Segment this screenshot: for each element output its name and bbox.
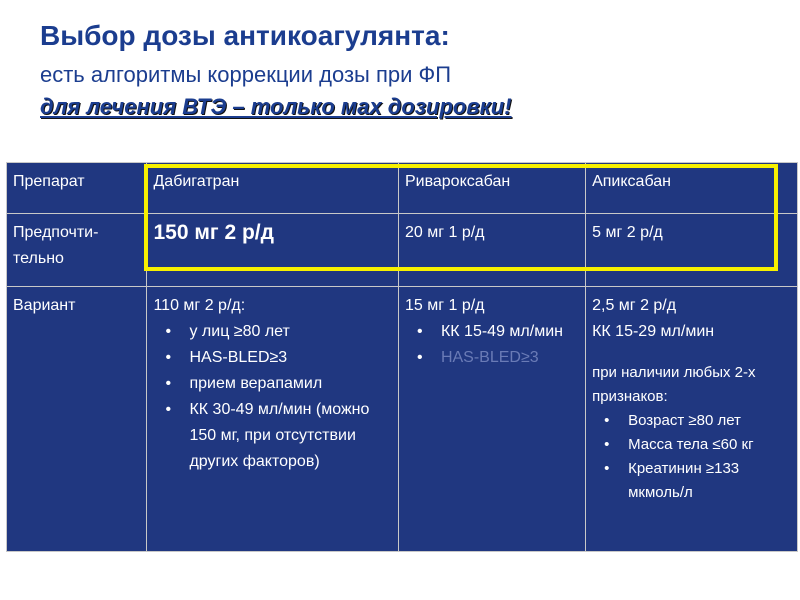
variant-dabigatran-list [153,319,391,475]
header-cell-apixaban: Апиксабан [586,163,798,214]
list-item: • Возраст ≥80 лет [628,409,791,433]
variant-apixaban-condition: при наличии любых 2-х признаков: [592,364,756,405]
slide-note: для лечения ВТЭ – только мах дозировки! [40,94,512,119]
list-item: • Креатинин ≥133 мкмоль/л [628,457,791,505]
list-item: • HAS-BLED≥3 [189,345,391,371]
preferred-dabigatran: 150 мг 2 р/д [147,214,398,287]
list-item: • КК 30-49 мл/мин (можно 150 мг, при отсутствии других факторов) [189,397,391,475]
list-item: • прием верапамил [189,371,391,397]
variant-apixaban-cc: КК 15-29 мл/мин [592,323,715,340]
dose-table [6,162,798,552]
list-item-faded: • HAS-BLED≥3 [441,345,579,371]
preferred-apixaban: 5 мг 2 р/д [586,214,798,287]
row-label-preferred: Предпочти-тельно [7,214,147,287]
list-item: • КК 15-49 мл/мин [441,319,579,345]
variant-apixaban-dose: 2,5 мг 2 р/д [592,297,677,314]
table-header-row [7,163,798,214]
variant-dabigatran-cell [147,287,398,552]
variant-rivaroxaban-dose: 15 мг 1 р/д [404,297,485,314]
header-cell-drug: Препарат [7,163,147,214]
variant-apixaban-list [592,409,791,505]
variant-dabigatran-dose: 110 мг 2 р/д: [153,297,246,314]
list-item: • у лиц ≥80 лет [189,319,391,345]
slide-subtitle: есть алгоритмы коррекции дозы при ФП [40,62,452,87]
table-row-variant [7,287,798,552]
variant-rivaroxaban-cell [398,287,585,552]
slide-title: Выбор дозы антикоагулянта: [40,20,450,51]
variant-apixaban-cell [586,287,798,552]
preferred-rivaroxaban: 20 мг 1 р/д [398,214,585,287]
spacer [592,345,791,361]
variant-rivaroxaban-list [405,319,579,371]
row-label-variant: Вариант [7,287,147,552]
list-item: • Масса тела ≤60 кг [628,433,791,457]
table-row-preferred [7,214,798,287]
header-cell-dabigatran: Дабигатран [147,163,398,214]
header-cell-rivaroxaban: Ривароксабан [398,163,585,214]
